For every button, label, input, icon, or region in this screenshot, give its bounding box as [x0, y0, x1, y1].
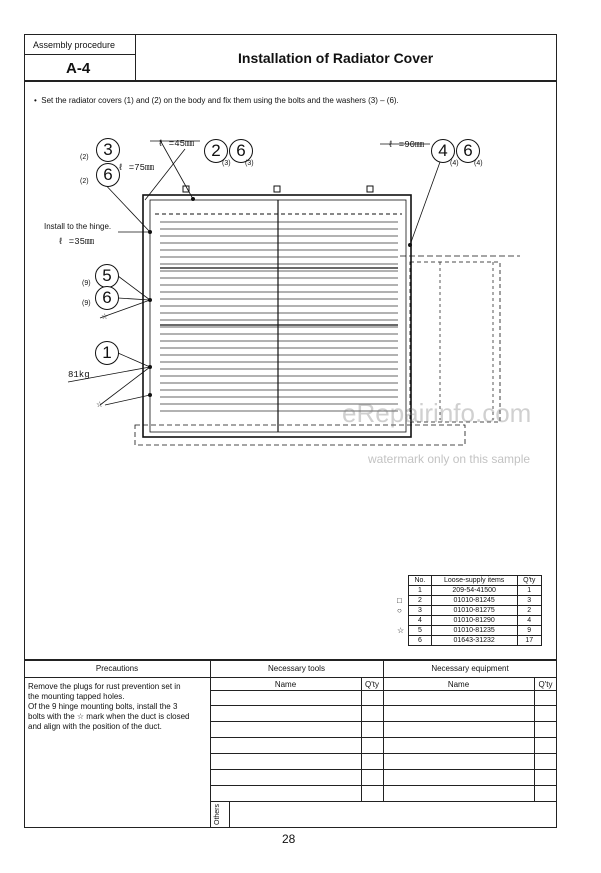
grid-row-line: [210, 705, 557, 706]
equipment-name-column: Name: [447, 680, 470, 689]
row-no: 3: [409, 606, 432, 616]
loose-supply-table: [408, 575, 542, 646]
callout-3: 3: [96, 138, 120, 162]
equipment-qty-column: Q'ty: [538, 680, 553, 689]
row-item: 01010-81235: [431, 626, 517, 636]
grid-row-line: [210, 690, 557, 691]
precaution-line: the mounting tapped holes.: [28, 692, 125, 701]
watermark-note: watermark only on this sample: [368, 452, 531, 466]
length-45-label: ℓ =45㎜: [158, 139, 195, 149]
callout-6-top-middle: 6: [229, 139, 253, 163]
callout-6-left-top: 6: [96, 163, 120, 187]
row-no: 1: [409, 586, 432, 596]
equipment-heading: Necessary equipment: [431, 664, 509, 673]
procedure-label: Assembly procedure: [33, 40, 116, 50]
row-no: 4: [409, 616, 432, 626]
qty-9-a: (9): [82, 280, 91, 287]
col-no: No.: [409, 576, 432, 586]
tools-heading: Necessary tools: [268, 664, 325, 673]
weight-label: 81kg: [68, 370, 90, 380]
instruction-text: • Set the radiator covers (1) and (2) on the body and fix them using the bolts and the washers (3) – (6).: [34, 96, 399, 105]
page-number: 28: [282, 832, 296, 846]
grid-row-line: [210, 785, 557, 786]
precautions-text: [28, 682, 208, 732]
star-mark-upper: ☆: [101, 312, 109, 321]
row-item: 01643-31232: [431, 636, 517, 646]
precaution-line: bolts with the ☆ mark when the duct is closed: [28, 712, 190, 721]
table-header-row: [409, 576, 542, 586]
callout-2: 2: [204, 139, 228, 163]
star-mark-lower: ☆: [96, 400, 104, 409]
row-qty: 9: [517, 626, 542, 636]
precaution-line: Of the 9 hinge mounting bolts, install the 3: [28, 702, 178, 711]
page-title: Installation of Radiator Cover: [238, 50, 434, 66]
grid-row-line: [210, 753, 557, 754]
row-item: 01010-81275: [431, 606, 517, 616]
grid-row-line: [210, 801, 557, 802]
divider-tools-qty: [361, 677, 362, 801]
precaution-line: Remove the plugs for rust prevention set in: [28, 682, 181, 691]
qty-2-top: (2): [80, 154, 89, 161]
col-qty: Q'ty: [517, 576, 542, 586]
row-item: 01010-81290: [431, 616, 517, 626]
grid-row-line: [210, 769, 557, 770]
table-row: [409, 586, 542, 596]
others-label: Others: [214, 803, 221, 825]
watermark-site: eRepairinfo.com: [342, 398, 532, 428]
table-row: [409, 596, 542, 606]
divider-equipment-qty: [534, 677, 535, 801]
callout-4: 4: [431, 139, 455, 163]
instruction-body: Set the radiator covers (1) and (2) on the body and fix them using the bolts and the washers (3) – (6).: [41, 96, 399, 105]
row-mark-5: ☆: [397, 626, 405, 635]
tools-qty-column: Q'ty: [365, 680, 379, 689]
grid-row-line: [210, 721, 557, 722]
callout-1: 1: [95, 341, 119, 365]
row-qty: 4: [517, 616, 542, 626]
callout-6-left-hinge: 6: [95, 286, 119, 310]
row-no: 2: [409, 596, 432, 606]
qty-2-mid: (2): [80, 178, 89, 185]
callout-5: 5: [95, 264, 119, 288]
row-item: 209-54-41500: [431, 586, 517, 596]
row-qty: 2: [517, 606, 542, 616]
row-no: 5: [409, 626, 432, 636]
row-mark-2: □: [397, 596, 402, 605]
divider-others-label: [229, 801, 230, 828]
callout-6-right: 6: [456, 139, 480, 163]
precaution-line: and align with the position of the duct.: [28, 722, 162, 731]
row-no: 6: [409, 636, 432, 646]
procedure-code: A-4: [66, 60, 91, 77]
qty-9-b: (9): [82, 300, 91, 307]
hinge-note: Install to the hinge.: [44, 222, 112, 231]
length-75-label: ℓ =75㎜: [118, 163, 155, 173]
col-item: Loose-supply items: [431, 576, 517, 586]
length-35-label: ℓ =35㎜: [58, 237, 95, 247]
qty-3-b: (3): [245, 160, 254, 167]
table-row: [409, 636, 542, 646]
table-row: [409, 626, 542, 636]
precautions-heading: Precautions: [95, 664, 139, 673]
row-qty: 17: [517, 636, 542, 646]
length-90-label: ℓ =90㎜: [388, 140, 425, 150]
row-qty: 1: [517, 586, 542, 596]
qty-3-a: (3): [222, 160, 231, 167]
row-item: 01010-81245: [431, 596, 517, 606]
row-mark-3: ○: [397, 606, 402, 615]
bottom-head-line: [24, 677, 557, 678]
row-qty: 3: [517, 596, 542, 606]
table-row: [409, 616, 542, 626]
grid-row-line: [210, 737, 557, 738]
tools-name-column: Name: [274, 680, 297, 689]
table-row: [409, 606, 542, 616]
qty-4-a: (4): [450, 160, 459, 167]
qty-4-b: (4): [474, 160, 483, 167]
